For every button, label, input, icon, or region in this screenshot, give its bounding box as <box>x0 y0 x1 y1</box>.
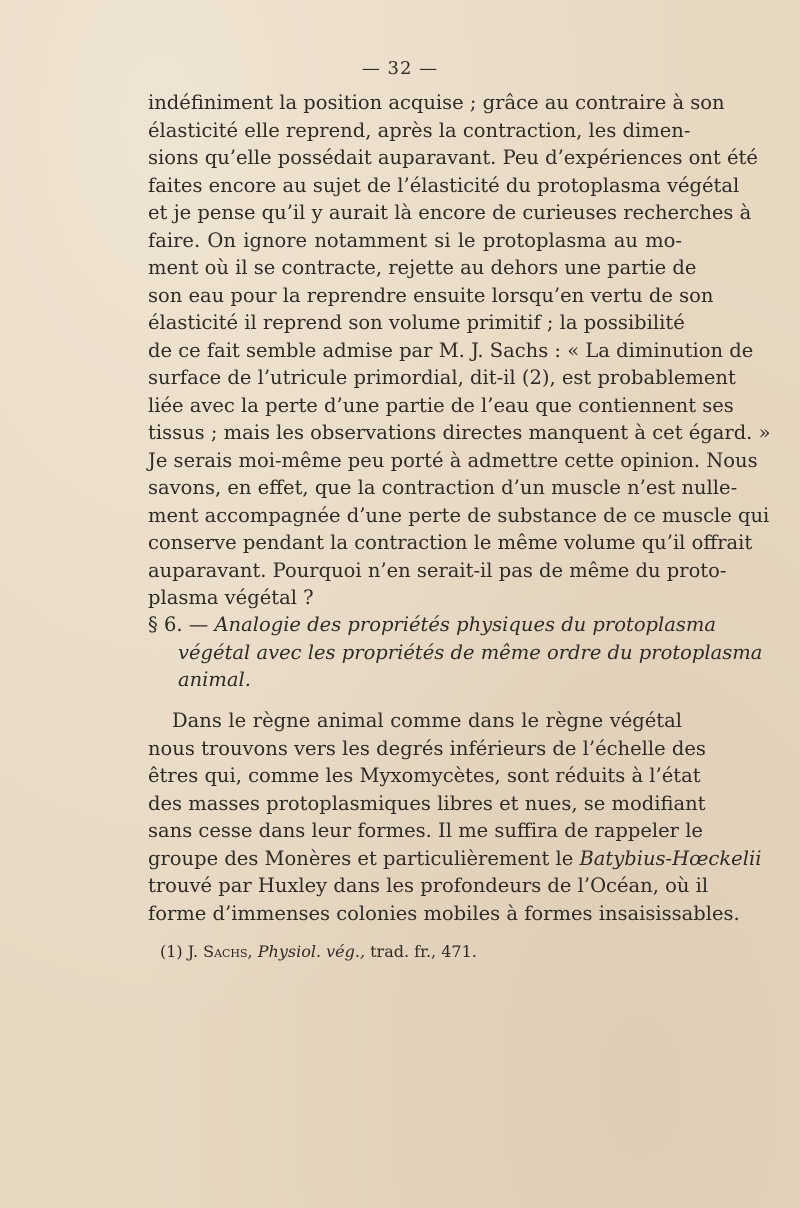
text-line: forme d’immenses colonies mobiles à formes insaisissables. <box>148 901 740 925</box>
footnote <box>160 940 680 964</box>
section-marker: § 6. — <box>148 613 209 636</box>
text-line: conserve pendant la contraction le même volume qu’il offrait <box>148 531 753 554</box>
text-line: sions qu’elle possédait auparavant. Peu d’expériences ont été <box>148 146 758 169</box>
section-title-line-1: Analogie des propriétés physiques du protoplasma <box>214 613 717 636</box>
text-fragment: groupe des Monères et particulièrement le <box>148 846 574 870</box>
text-line: nous trouvons vers les degrés inférieurs de l’échelle des <box>148 736 706 760</box>
text-line: de ce fait semble admise par M. J. Sachs : « La diminution de <box>148 338 754 362</box>
species-name: Batybius-Hœckelii <box>579 846 762 870</box>
text-line-with-species <box>148 845 762 873</box>
text-line: surface de l’utricule primordial, dit-il (2), est probablement <box>148 366 736 389</box>
text-line: Je serais moi-même peu porté à admettre cette opinion. Nous <box>148 448 758 472</box>
paragraph-1 <box>148 89 771 612</box>
text-line: ment accompagnée d’une perte de substance de ce muscle qui <box>148 503 770 527</box>
text-line: élasticité il reprend son volume primitif ; la possibilité <box>148 311 685 334</box>
text-line: sans cesse dans leur formes. Il me suffira de rappeler le <box>148 819 703 842</box>
text-line: indéfiniment la position acquise ; grâce au contraire à son <box>148 91 725 114</box>
text-line: savons, en effet, que la contraction d’un muscle n’est nulle- <box>148 476 738 499</box>
footnote-author: J. Sachs, <box>187 942 253 961</box>
text-line: ment où il se contracte, rejette au dehors une partie de <box>148 256 697 279</box>
text-line: des masses protoplasmiques libres et nues, se modifiant <box>148 791 706 815</box>
text-line: tissus ; mais les observations directes manquent à cet égard. » <box>148 421 771 444</box>
footnote-title: Physiol. vég., <box>257 942 366 961</box>
section-title-line-2: végétal avec les propriétés de même ordre du protoplasma <box>178 640 763 664</box>
footnote-reference: trad. fr., 471. <box>370 942 477 961</box>
text-line: êtres qui, comme les Myxomycètes, sont réduits à l’état <box>148 764 701 787</box>
footnote-number: (1) <box>160 942 183 961</box>
section-heading <box>148 611 763 694</box>
text-line: liée avec la perte d’une partie de l’eau que contiennent ses <box>148 393 734 417</box>
text-line: trouvé par Huxley dans les profondeurs de l’Océan, où il <box>148 874 709 897</box>
text-line: faire. On ignore notamment si le protoplasma au mo- <box>148 228 682 252</box>
text-line: auparavant. Pourquoi n’en serait-il pas de même du proto- <box>148 558 727 582</box>
text-line: et je pense qu’il y aurait là encore de curieuses recherches à <box>148 201 752 224</box>
page-number: — 32 — <box>361 58 439 79</box>
section-title-line-3: animal. <box>178 668 251 691</box>
paragraph-2 <box>148 707 762 927</box>
text-line: son eau pour la reprendre ensuite lorsqu’en vertu de son <box>148 283 714 307</box>
text-line: élasticité elle reprend, après la contraction, les dimen- <box>148 118 691 142</box>
text-line: faites encore au sujet de l’élasticité du protoplasma végétal <box>148 173 740 197</box>
text-line: plasma végétal ? <box>148 586 314 609</box>
text-line: Dans le règne animal comme dans le règne végétal <box>172 709 682 732</box>
